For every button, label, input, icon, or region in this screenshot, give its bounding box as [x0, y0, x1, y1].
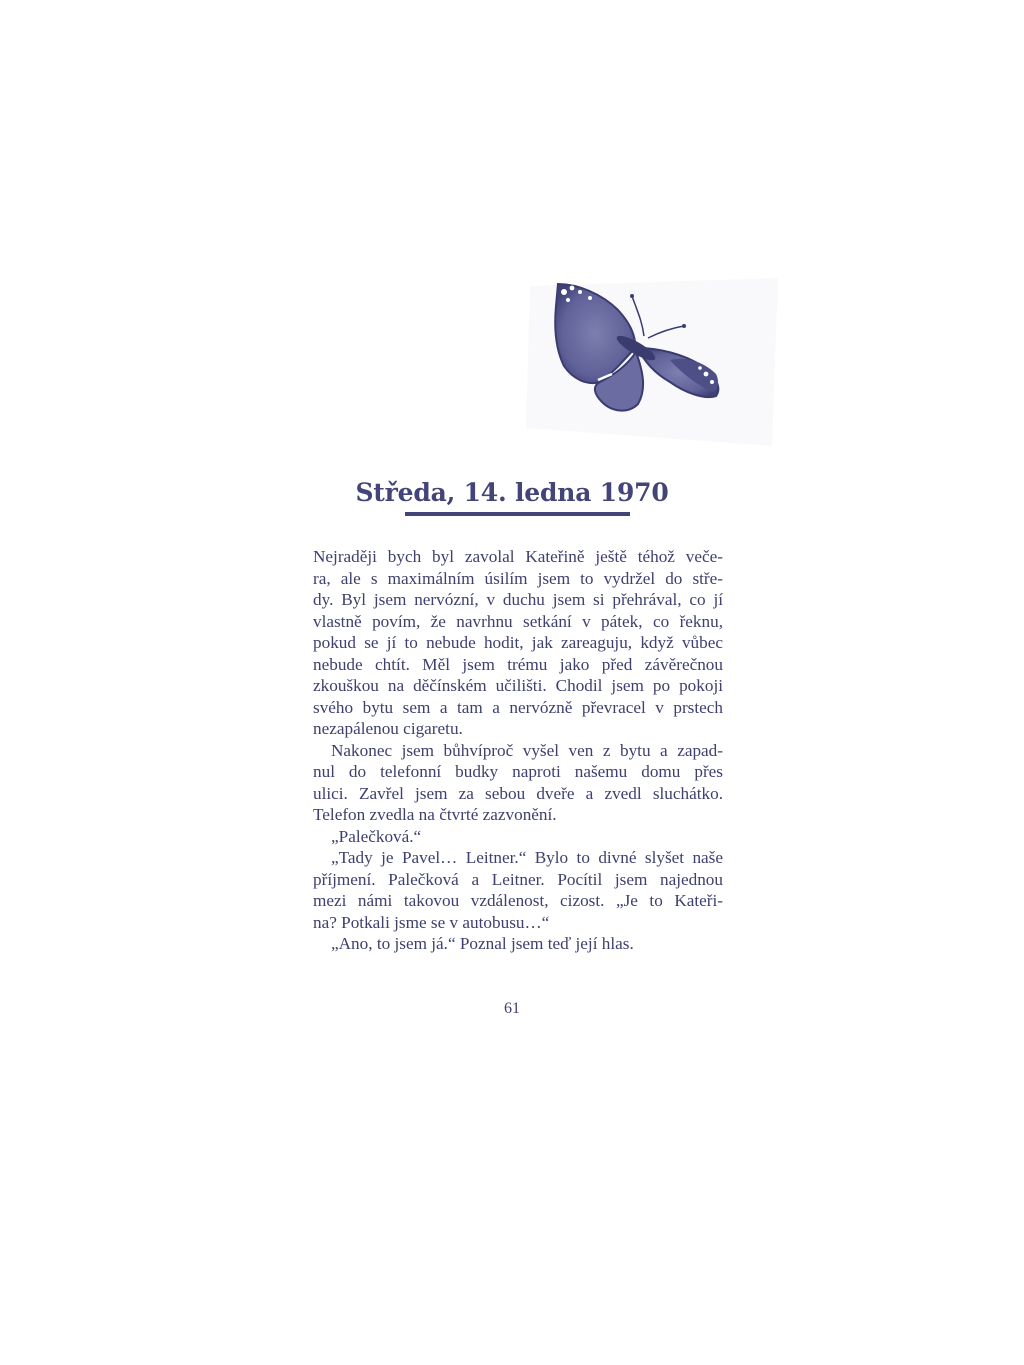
page-number: 61: [504, 1000, 520, 1017]
text-line: svého bytu sem a tam a nervózně převracel v prstech: [313, 697, 723, 717]
text-line: Telefon zvedla na čtvrté zazvonění.: [313, 805, 557, 824]
text-line: Nejraději bych byl zavolal Kateřině ještě téhož veče-: [313, 547, 723, 566]
text-line: Nakonec jsem bůhvíproč vyšel ven z bytu a zapad-: [331, 740, 723, 760]
text-line: zkouškou na děčínském učilišti. Chodil jsem po pokoji: [313, 676, 723, 695]
text-line: „Palečková.“: [331, 826, 422, 846]
text-line: nezapálenou cigaretu.: [313, 719, 463, 738]
text-line: „Ano, to jsem já.“ Poznal jsem teď její hlas.: [331, 934, 634, 953]
text-line: příjmení. Palečková a Leitner. Pocítil jsem najednou: [313, 869, 723, 889]
text-line: ra, ale s maximálním úsilím jsem to vydržel do stře-: [313, 568, 723, 588]
text-line: vlastně povím, že navrhnu setkání v pátek, co řeknu,: [313, 611, 723, 631]
text-line: nebude chtít. Měl jsem trému jako před závěrečnou: [313, 654, 723, 674]
text-line: pokud se jí to nebude hodit, jak zareaguju, když vůbec: [313, 633, 723, 652]
text-line: na? Potkali jsme se v autobusu…“: [313, 912, 550, 932]
text-line: dy. Byl jsem nervózní, v duchu jsem si přehrával, co jí: [313, 590, 723, 609]
text-line: „Tady je Pavel… Leitner.“ Bylo to divné slyšet naše: [331, 848, 723, 867]
butterfly-icon: [520, 278, 780, 448]
chapter-title: Středa, 14. ledna 1970: [355, 478, 669, 507]
text-line: mezi námi takovou vzdálenost, cizost. „Je to Kateři-: [313, 891, 723, 910]
text-line: ulici. Zavřel jsem za sebou dveře a zvedl sluchátko.: [313, 783, 723, 803]
title-underline: [405, 512, 630, 516]
text-line: nul do telefonní budky naproti našemu domu přes: [313, 762, 723, 781]
body-text: [313, 546, 723, 955]
